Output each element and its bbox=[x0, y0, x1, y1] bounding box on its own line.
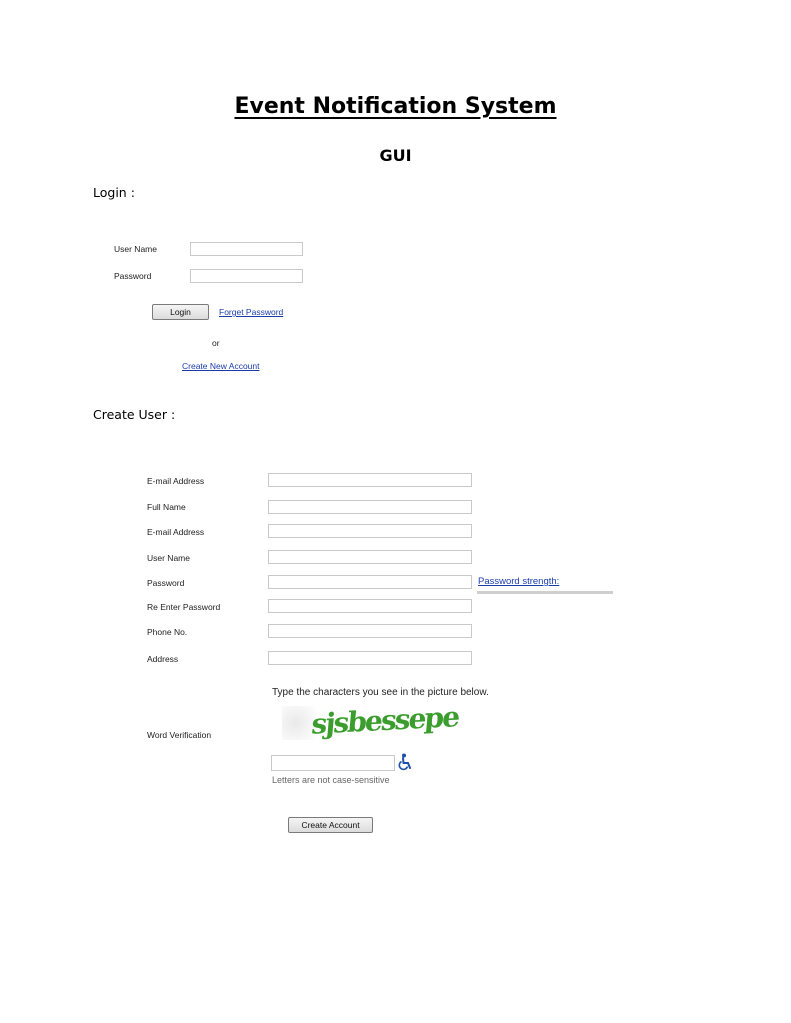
email-input[interactable] bbox=[268, 473, 472, 487]
word-verification-label: Word Verification bbox=[147, 730, 212, 740]
reenter-password-input[interactable] bbox=[268, 599, 472, 613]
field-label: Address bbox=[147, 654, 179, 664]
field-label: Phone No. bbox=[147, 627, 188, 637]
login-button[interactable]: Login bbox=[152, 304, 209, 320]
full-name-input[interactable] bbox=[268, 500, 472, 514]
login-username-label: User Name bbox=[114, 244, 157, 254]
field-label: User Name bbox=[147, 553, 190, 563]
create-user-section-label: Create User : bbox=[93, 407, 176, 422]
document-title: Event Notification System bbox=[234, 94, 557, 119]
field-label: E-mail Address bbox=[147, 527, 205, 537]
wheelchair-icon[interactable] bbox=[397, 753, 413, 771]
email-confirm-input[interactable] bbox=[268, 524, 472, 538]
address-input[interactable] bbox=[268, 651, 472, 665]
login-password-input[interactable] bbox=[190, 269, 303, 283]
create-account-button[interactable]: Create Account bbox=[288, 817, 373, 833]
field-label: Re Enter Password bbox=[147, 602, 221, 612]
captcha-image bbox=[282, 700, 460, 746]
password-strength-bar bbox=[477, 591, 613, 594]
captcha-text: sjsbessepe bbox=[310, 700, 460, 741]
or-text: or bbox=[212, 338, 220, 348]
captcha-input[interactable] bbox=[271, 755, 395, 771]
login-section-label: Login : bbox=[93, 185, 135, 200]
captcha-instruction: Type the characters you see in the picture below. bbox=[272, 687, 489, 698]
case-note: Letters are not case-sensitive bbox=[272, 775, 390, 785]
login-username-input[interactable] bbox=[190, 242, 303, 256]
password-input[interactable] bbox=[268, 575, 472, 589]
create-new-account-link[interactable]: Create New Account bbox=[182, 361, 260, 371]
document-subtitle: GUI bbox=[379, 146, 412, 165]
field-label: Full Name bbox=[147, 502, 186, 512]
field-label: E-mail Address bbox=[147, 476, 205, 486]
field-label: Password bbox=[147, 578, 185, 588]
login-password-label: Password bbox=[114, 271, 152, 281]
phone-input[interactable] bbox=[268, 624, 472, 638]
password-strength-link[interactable]: Password strength: bbox=[478, 576, 560, 587]
username-input[interactable] bbox=[268, 550, 472, 564]
forgot-password-link[interactable]: Forget Password bbox=[219, 307, 284, 317]
